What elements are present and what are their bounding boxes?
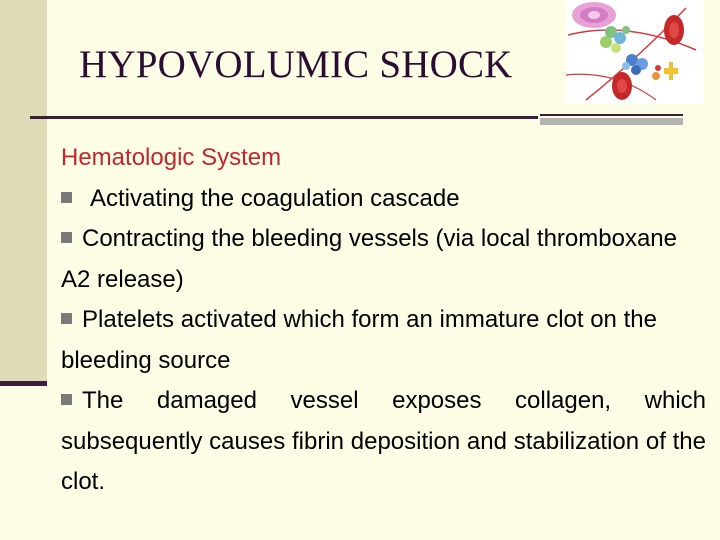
bullet-item [61,381,706,503]
slide-body [61,138,706,503]
bullet-item [61,219,706,300]
title-divider-thin [540,114,683,116]
title-divider [30,116,538,119]
left-accent-bar [0,0,47,385]
square-bullet-icon [61,313,72,324]
square-bullet-icon [61,394,72,405]
bullet-text: Platelets activated which form an immature clot on the bleeding source [61,306,657,374]
square-bullet-icon [61,192,72,203]
bullet-item [61,179,706,220]
cell-biology-illustration-icon [566,0,704,104]
left-accent-rule [0,381,47,386]
title-divider-gray [540,118,683,125]
square-bullet-icon [61,232,72,243]
bullet-text: The damaged vessel exposes collagen, which subsequently causes fibrin deposition and stabilization of the clot. [61,387,706,495]
bullet-item [61,300,706,381]
bullet-text: Activating the coagulation cascade [90,184,460,212]
bullet-text: Contracting the bleeding vessels (via local thromboxane A2 release) [61,225,677,293]
section-heading: Hematologic System [61,144,282,171]
slide-title: HYPOVOLUMIC SHOCK [79,43,513,86]
